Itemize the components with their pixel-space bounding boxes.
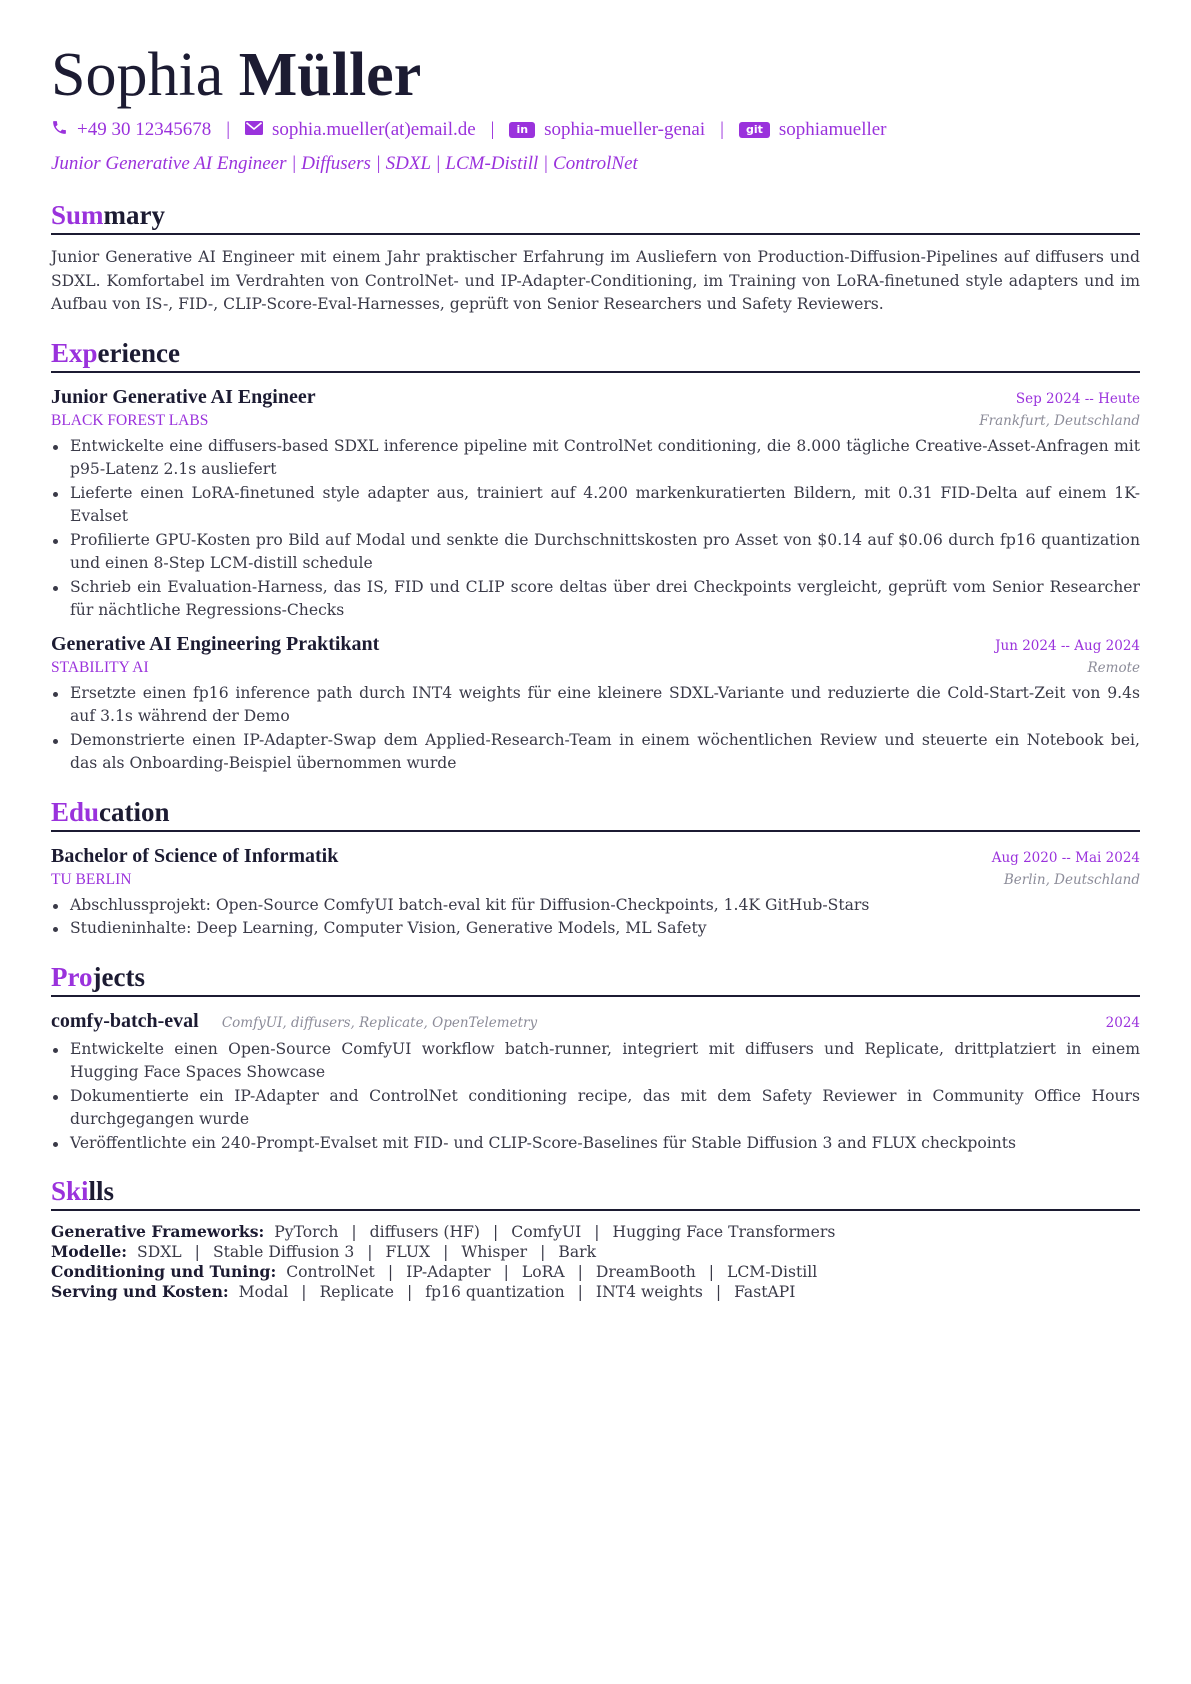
section-title-accent: Sum [51,200,104,230]
list-item: Ersetzte einen fp16 inference path durch INT4 weights für eine kleinere SDXL-Variante und reduzierte die Cold-Start-Zeit von 9.4s auf 3.1s während der Demo [51,682,1140,729]
skill-item: FLUX [385,1243,431,1261]
skill-item: fp16 quantization [425,1283,565,1301]
section-title-summary [51,199,1140,231]
tagline: Junior Generative AI Engineer | Diffusers | SDXL | LCM-Distill | ControlNet [51,153,638,174]
candidate-name [51,36,1140,114]
skill-category: Serving und Kosten: [51,1282,229,1301]
list-item: Schrieb ein Evaluation-Harness, das IS, FID und CLIP score deltas über drei Checkpoints vergleicht, geprüft vom Senior Researcher für nächtliche Regressions-Checks [51,576,1140,623]
skill-separator: | [503,1263,509,1281]
skill-item: LCM-Distill [727,1263,818,1281]
list-item: Demonstrierte einen IP-Adapter-Swap dem Applied-Research-Team in einem wöchentlichen Review und steuerte ein Notebook bei, das als Onboarding-Beispiel übernommen wurde [51,729,1140,776]
github-handle: sophiamueller [778,119,887,140]
experience-section [51,337,1140,776]
list-item: Entwickelte eine diffusers-based SDXL inference pipeline mit ControlNet conditioning, die 8.000 tägliche Creative-Asset-Anfragen mit p95-Latenz 2.1s ausliefert [51,435,1140,482]
section-title-accent: Ski [51,1176,89,1206]
job-bullets [51,682,1140,776]
project-bullets [51,1038,1140,1156]
skill-separator: | [443,1243,449,1261]
section-title-rest: lls [88,1176,115,1206]
skills-list [51,1222,1140,1302]
resume-content [51,36,1140,1302]
experience-entry [51,631,1140,776]
skill-item: LoRA [521,1263,565,1281]
summary-text: Junior Generative AI Engineer mit einem Jahr praktischer Erfahrung im Ausliefern von Production-Diffusion-Pipelines auf diffusers und SDXL. Komfortabel im Verdrahten von ControlNet- und IP-Adapter-Conditioning, im Training von LoRA-finetuned style adapters und im Aufbau von IS-, FID-, CLIP-Score-Eval-Harnesses, geprüft von Senior Researchers und Safety Reviewers. [51,248,1140,313]
skill-row [51,1262,1140,1282]
skill-separator: | [594,1223,600,1241]
contact-separator: | [720,119,724,140]
section-divider [51,233,1140,235]
section-title-accent: Exp [51,337,98,368]
phone-icon [51,119,68,142]
section-title-rest: cation [99,796,170,827]
school-location: Berlin, Deutschland [1003,871,1140,888]
project-name: comfy-batch-eval [51,1009,199,1032]
skill-separator: | [540,1243,546,1261]
linkedin-icon: in [509,122,535,138]
experience-entry [51,384,1140,623]
education-bullets [51,894,1140,941]
list-item: Dokumentierte ein IP-Adapter and ControlNet conditioning recipe, das mit dem Safety Reviewer in Community Office Hours durchgegangen wurde [51,1085,1140,1132]
skill-item: FastAPI [734,1283,796,1301]
skill-category: Generative Frameworks: [51,1222,265,1241]
job-dates: Jun 2024 -- Aug 2024 [995,637,1140,654]
section-title-rest: erience [97,337,180,368]
skill-separator: | [194,1243,200,1261]
skill-item: INT4 weights [595,1283,703,1301]
phone-number: +49 30 12345678 [77,119,212,140]
section-title-accent: Edu [51,796,100,827]
skill-separator: | [715,1283,722,1301]
git-icon: git [739,122,770,138]
company-name: BLACK FOREST LABS [51,411,209,429]
skills-section [51,1175,1140,1302]
job-dates: Sep 2024 -- Heute [1015,390,1140,407]
list-item: Entwickelte einen Open-Source ComfyUI workflow batch-runner, integriert mit diffusers und Replicate, drittplatziert in einem Hugging Face Spaces Showcase [51,1038,1140,1085]
list-item: Veröffentlichte ein 240-Prompt-Evalset mit FID- und CLIP-Score-Baselines für Stable Diffusion 3 and FLUX checkpoints [51,1132,1140,1156]
skill-separator: | [577,1263,583,1281]
school-name: TU BERLIN [51,870,132,888]
skill-item: ComfyUI [511,1223,582,1241]
skill-category: Modelle: [51,1242,128,1261]
skill-item: Whisper [461,1243,528,1261]
list-item: Lieferte einen LoRA-finetuned style adapter aus, trainiert auf 4.200 markenkuratierten Bildern, mit 0.31 FID-Delta auf einem 1K-Evalset [51,482,1140,529]
first-name: Sophia [51,41,224,109]
skill-category: Conditioning und Tuning: [51,1262,277,1281]
project-entry [51,1008,1140,1156]
summary-section [51,199,1140,317]
skill-item: Stable Diffusion 3 [212,1243,355,1261]
section-divider [51,371,1140,373]
project-tech-stack: ComfyUI, diffusers, Replicate, OpenTelemetry [221,1014,538,1031]
list-item: Abschlussprojekt: Open-Source ComfyUI batch-eval kit für Diffusion-Checkpoints, 1.4K GitHub-Stars [51,894,1140,918]
project-date: 2024 [1105,1014,1140,1031]
skill-separator: | [708,1263,715,1281]
skill-item: Bark [558,1243,597,1261]
section-title-skills [51,1175,1140,1207]
projects-section [51,961,1140,1156]
list-item: Studieninhalte: Deep Learning, Computer Vision, Generative Models, ML Safety [51,917,1140,941]
skill-separator: | [493,1223,499,1241]
linkedin-handle: sophia-mueller-genai [544,119,706,140]
skill-separator: | [351,1223,357,1241]
envelope-icon [245,119,263,141]
job-title: Generative AI Engineering Praktikant [51,632,380,655]
education-entry [51,843,1140,941]
skill-item: IP-Adapter [406,1263,491,1281]
section-title-rest: jects [92,961,145,992]
education-section [51,796,1140,941]
skill-separator: | [301,1283,307,1301]
section-divider [51,830,1140,832]
skill-separator: | [407,1283,413,1301]
skill-separator: | [387,1263,394,1281]
section-title-accent: Pro [51,961,93,992]
contact-bar [51,116,1140,144]
section-title-education [51,796,1140,828]
list-item: Profilierte GPU-Kosten pro Bild auf Modal und senkte die Durchschnittskosten pro Asset von $0.14 auf $0.06 durch fp16 quantization und einen 8-Step LCM-distill schedule [51,529,1140,576]
skill-row [51,1282,1140,1302]
job-location: Frankfurt, Deutschland [979,412,1140,429]
skill-item: ControlNet [286,1263,375,1281]
skill-item: Hugging Face Transformers [612,1223,836,1241]
company-name: STABILITY AI [51,658,149,676]
email-address: sophia.mueller(at)email.de [272,119,476,140]
contact-separator: | [490,119,495,140]
last-name: Müller [238,41,422,109]
contact-phone[interactable] [51,119,211,142]
section-title-experience [51,337,1140,369]
job-bullets [51,435,1140,623]
job-location: Remote [1087,659,1140,676]
job-title: Junior Generative AI Engineer [51,385,316,408]
section-divider [51,1209,1140,1211]
skill-separator: | [577,1283,583,1301]
skill-item: Replicate [319,1283,395,1301]
section-divider [51,995,1140,997]
skill-item: diffusers (HF) [369,1223,480,1241]
section-title-projects [51,961,1140,993]
skill-row [51,1242,1140,1262]
skill-item: Modal [238,1283,289,1301]
skill-item: SDXL [137,1243,182,1261]
contact-email[interactable] [245,119,476,141]
section-title-rest: mary [103,200,166,230]
skill-row [51,1222,1140,1242]
skill-item: PyTorch [274,1223,339,1241]
skill-item: DreamBooth [595,1263,696,1281]
contact-github[interactable] [739,119,887,141]
skill-separator: | [367,1243,373,1261]
education-dates: Aug 2020 -- Mai 2024 [991,849,1140,866]
contact-linkedin[interactable] [509,119,705,141]
degree-title: Bachelor of Science of Informatik [51,844,339,867]
contact-separator: | [226,119,231,140]
